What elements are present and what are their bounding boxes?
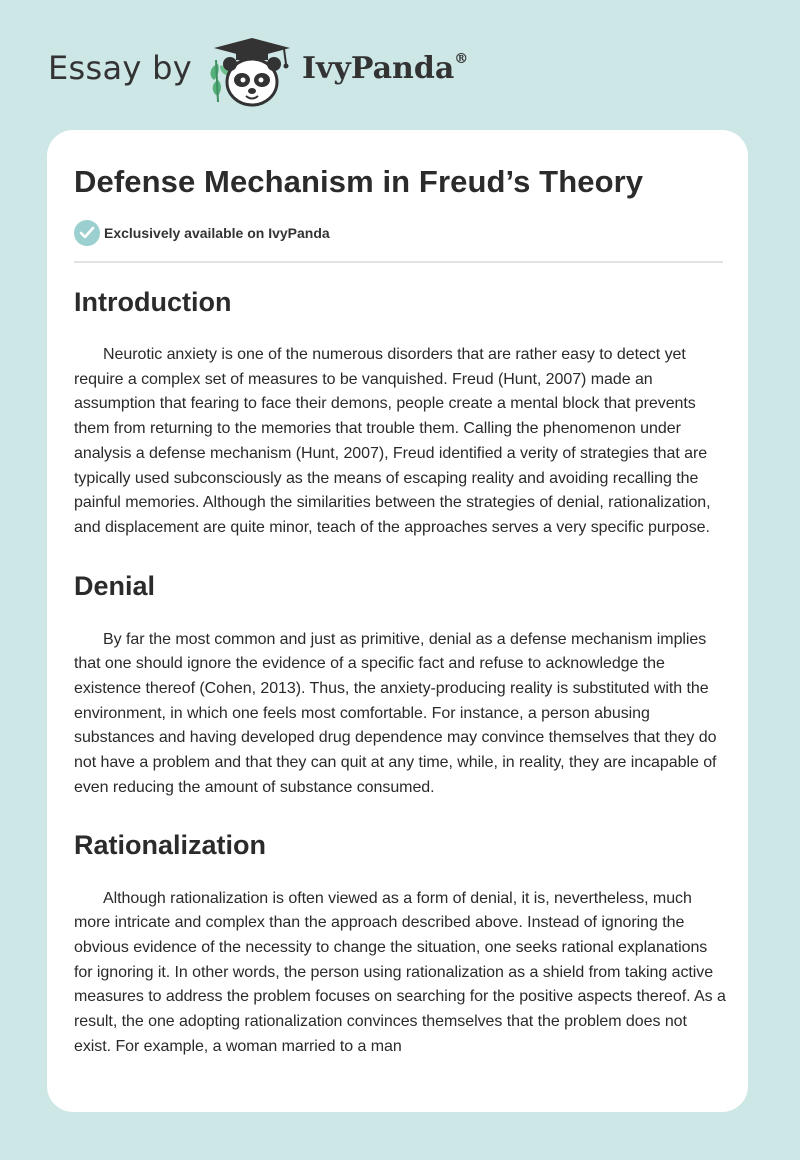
section-paragraph: Neurotic anxiety is one of the numerous disorders that are rather easy to detect yet require a complex set of measures to be vanquished. Freud (Hunt, 2007) made an assumption that fearing to face their demons, people create a mental block that prevents them from returning to the memories that trouble them. Calling the phenomenon under analysis a defense mechanism (Hunt, 2007), Freud identified a verity of strategies that are typically used subconsciously as the means of escaping reality and avoiding recalling the painful memories. Although the similarities between the strategies of denial, rationalization, and displacement are quite minor, teach of the approaches serves a very specific purpose. [74,346,711,536]
section-introduction [74,280,726,541]
section-paragraph: By far the most common and just as primitive, denial as a defense mechanism implies that one should ignore the evidence of a specific fact and refuse to acknowledge the existence thereof (Cohen, 2013). Thus, the anxiety-producing reality is substituted with the environment, in which one feels most comfortable. For instance, a person abusing substances and having developed drug dependence may convince themselves that they do not have a problem and that they can quit at any time, while, in reality, they are incapable of even reducing the amount of substance consumed. [74,630,717,796]
check-circle-icon [74,220,100,246]
registered-mark: ® [454,50,469,67]
panda-logo-icon [206,36,298,108]
article-card [47,130,748,1112]
section-heading: Denial [74,570,156,601]
section-denial [74,564,726,801]
section-heading: Rationalization [74,829,267,860]
section-heading: Introduction [74,287,232,317]
brand-name: IvyPanda® [301,50,469,86]
exclusive-badge [74,220,330,246]
section-rationalization [74,823,726,1060]
brand-header[interactable] [48,36,468,108]
article-content [74,280,726,1059]
brand-prefix: Essay by [48,49,192,87]
section-paragraph: Although rationalization is often viewed as a form of denial, it is, nevertheless, much more intricate and complex than the approach described above. Instead of ignoring the obvious evidence of the necessity to change the situation, one seeks rational explanations for ignoring it. In other words, the person using rationalization as a shield from taking active measures to address the problem focuses on searching for the positive aspects thereof. As a result, the one adopting rationalization convinces themselves that the problem does not exist. For example, a woman married to a man [74,889,726,1055]
divider [74,261,723,263]
article-title: Defense Mechanism in Freud’s Theory [74,164,644,199]
badge-text: Exclusively available on IvyPanda [104,225,330,241]
